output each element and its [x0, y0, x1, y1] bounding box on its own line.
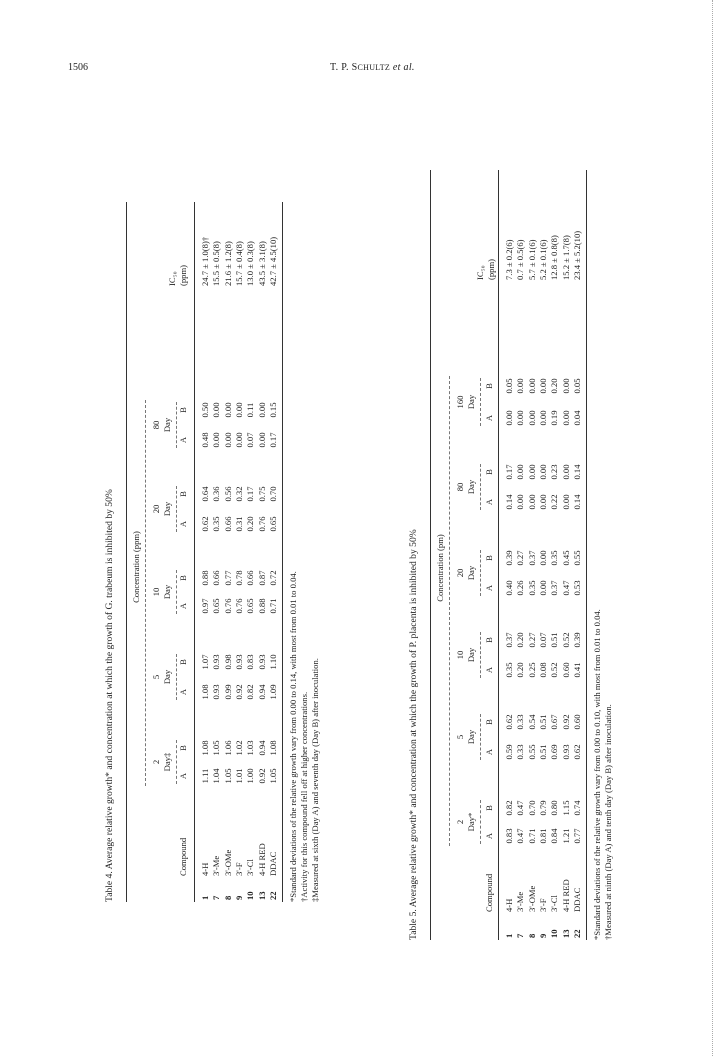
- day-subcolumn-header: B: [484, 637, 494, 643]
- growth-value: 1.05: [211, 740, 222, 756]
- compound-name: 4-H: [200, 862, 210, 876]
- footnote: †Measured at ninth (Day A) and tenth day (Day B) after inoculation.: [603, 704, 614, 940]
- growth-value: 0.88: [200, 570, 210, 586]
- ic50-value: 5.2 ± 0.1(6): [537, 239, 548, 280]
- growth-value: 0.32: [233, 486, 244, 502]
- growth-value: 1.08: [200, 740, 210, 756]
- growth-value: 0.60: [571, 714, 582, 730]
- ic50-value: 42.7 ± 4.5(10): [267, 236, 278, 286]
- growth-value: 0.92: [560, 714, 571, 730]
- growth-value: 0.65: [267, 516, 278, 532]
- table-title: Table 5. Average relative growth* and concentration at which the growth of P. placenta is inhibited by 50%: [408, 529, 419, 940]
- growth-value: 0.00: [515, 410, 526, 426]
- growth-value: 0.93: [560, 744, 571, 760]
- growth-value: 0.14: [571, 494, 582, 510]
- ic50-value: 43.5 ± 3.1(8): [256, 241, 267, 286]
- growth-value: 1.04: [211, 768, 222, 784]
- day-group-rule: [480, 464, 481, 510]
- growth-value: 0.00: [211, 402, 222, 418]
- growth-value: 0.64: [200, 486, 210, 502]
- growth-value: 0.00: [515, 494, 526, 510]
- growth-value: 0.71: [526, 828, 537, 844]
- footnote: ‡Measured at sixth (Day A) and seventh day (Day B) after inoculation.: [310, 658, 321, 902]
- growth-value: 0.00: [537, 550, 548, 566]
- growth-value: 0.88: [256, 598, 267, 614]
- compound-name: 4-H: [504, 898, 514, 912]
- day-subcolumn-header: A: [178, 520, 188, 528]
- day-group-rule: [176, 570, 177, 614]
- growth-value: 0.69: [549, 744, 560, 760]
- day-group-label: Day: [466, 394, 476, 410]
- growth-value: 0.47: [515, 828, 526, 844]
- compound-number: 1: [504, 933, 514, 938]
- ic50-value: 0.7 ± 0.5(6): [515, 239, 526, 280]
- table-title: Table 4. Average relative growth* and concentration at which the growth of G. trabeum is inhibited by 50%: [104, 489, 115, 902]
- growth-value: 0.17: [504, 464, 514, 480]
- table-4: [104, 202, 321, 902]
- growth-value: 0.37: [526, 550, 537, 566]
- growth-value: 0.41: [571, 662, 582, 678]
- day-subcolumn-header: A: [178, 688, 188, 696]
- growth-value: 0.92: [256, 768, 267, 784]
- ic50-value: 15.7 ± 0.4(8): [233, 241, 244, 286]
- header-rule: [498, 170, 499, 940]
- growth-value: 0.51: [537, 714, 548, 730]
- day-group-rule: [176, 654, 177, 700]
- growth-value: 0.84: [549, 828, 560, 844]
- compound-name: 3'-Cl: [549, 895, 560, 912]
- growth-value: 0.62: [200, 516, 210, 532]
- day-subcolumn-header: B: [484, 469, 494, 475]
- growth-value: 0.50: [200, 402, 210, 418]
- day-subcolumn-header: A: [484, 832, 494, 840]
- growth-value: 1.00: [245, 768, 256, 784]
- growth-value: 0.76: [256, 516, 267, 532]
- day-group-label: Day‡: [162, 752, 172, 772]
- ic50-value: 23.4 ± 5.2(10): [571, 230, 582, 280]
- growth-value: 0.11: [245, 402, 256, 418]
- day-subcolumn-header: A: [484, 584, 494, 592]
- compound-name: 3'-OMe: [222, 849, 233, 876]
- growth-value: 0.48: [200, 432, 210, 448]
- growth-value: 0.40: [504, 580, 514, 596]
- growth-value: 0.35: [504, 662, 514, 678]
- growth-value: 0.71: [267, 598, 278, 614]
- growth-value: 0.35: [549, 550, 560, 566]
- growth-value: 0.04: [571, 410, 582, 426]
- compound-name: 3'-Me: [515, 891, 526, 912]
- day-group-rule: [480, 714, 481, 760]
- growth-value: 0.37: [504, 632, 514, 648]
- growth-value: 0.56: [222, 486, 233, 502]
- growth-value: 0.07: [537, 632, 548, 648]
- growth-value: 0.87: [256, 570, 267, 586]
- compound-column-header: Compound: [178, 837, 188, 876]
- compound-name: 4-H RED: [256, 843, 267, 876]
- growth-value: 0.35: [211, 516, 222, 532]
- growth-value: 0.93: [211, 684, 222, 700]
- growth-value: 1.08: [200, 684, 210, 700]
- compound-name: 3'-F: [233, 862, 244, 876]
- growth-value: 0.00: [515, 378, 526, 394]
- day-group-rule: [480, 632, 481, 678]
- day-group-number: 5: [455, 734, 465, 740]
- growth-value: 0.62: [571, 744, 582, 760]
- growth-value: 0.00: [222, 432, 233, 448]
- ic50-value: 7.3 ± 0.2(6): [504, 239, 514, 280]
- day-group-number: 20: [455, 568, 465, 578]
- growth-value: 0.55: [526, 744, 537, 760]
- ic50-value: 15.2 ± 1.7(8): [560, 235, 571, 280]
- ic50-value: 5.7 ± 0.1(6): [526, 239, 537, 280]
- growth-value: 0.62: [504, 714, 514, 730]
- growth-value: 0.66: [222, 516, 233, 532]
- growth-value: 0.82: [245, 684, 256, 700]
- day-group-label: Day: [466, 729, 476, 745]
- compound-number: 8: [222, 895, 233, 900]
- growth-value: 0.31: [233, 516, 244, 532]
- day-group-label: Day*: [466, 812, 476, 832]
- compound-number: 22: [571, 929, 582, 938]
- day-group-label: Day: [466, 565, 476, 581]
- day-group-number: 10: [151, 587, 161, 597]
- bottom-rule: [282, 202, 283, 902]
- growth-value: 1.07: [200, 654, 210, 670]
- growth-value: 0.00: [504, 410, 514, 426]
- bottom-rule: [586, 170, 587, 940]
- growth-value: 0.77: [571, 828, 582, 844]
- growth-value: 0.55: [571, 550, 582, 566]
- day-subcolumn-header: A: [178, 602, 188, 610]
- day-subcolumn-header: B: [484, 555, 494, 561]
- growth-value: 1.10: [267, 654, 278, 670]
- concentration-header: Concentration (ppm): [131, 531, 141, 603]
- compound-number: 10: [245, 891, 256, 900]
- growth-value: 0.20: [549, 378, 560, 394]
- growth-value: 0.94: [256, 740, 267, 756]
- ic50-column-header: IC₅₀: [167, 271, 177, 286]
- growth-value: 0.39: [504, 550, 514, 566]
- compound-name: 3'-F: [537, 898, 548, 912]
- compound-number: 22: [267, 891, 278, 900]
- growth-value: 0.27: [515, 550, 526, 566]
- growth-value: 0.00: [256, 432, 267, 448]
- growth-value: 0.00: [560, 494, 571, 510]
- day-group-rule: [176, 486, 177, 532]
- growth-value: 0.05: [504, 378, 514, 394]
- ic50-value: 21.6 ± 1.2(8): [222, 241, 233, 286]
- growth-value: 1.05: [267, 768, 278, 784]
- day-subcolumn-header: B: [484, 383, 494, 389]
- day-group-rule: [176, 402, 177, 448]
- compound-number: 13: [560, 929, 571, 938]
- growth-value: 0.70: [526, 800, 537, 816]
- compound-name: 3'-Cl: [245, 859, 256, 876]
- growth-value: 0.00: [526, 410, 537, 426]
- growth-value: 0.05: [571, 378, 582, 394]
- growth-value: 0.93: [256, 654, 267, 670]
- day-group-number: 160: [455, 395, 465, 409]
- ic50-value: 12.8 ± 0.8(8): [549, 235, 560, 280]
- growth-value: 1.09: [267, 684, 278, 700]
- growth-value: 1.15: [560, 800, 571, 816]
- growth-value: 0.00: [537, 410, 548, 426]
- growth-value: 0.08: [537, 662, 548, 678]
- growth-value: 0.39: [571, 632, 582, 648]
- day-group-number: 80: [455, 482, 465, 492]
- growth-value: 0.59: [504, 744, 514, 760]
- growth-value: 0.00: [537, 378, 548, 394]
- growth-value: 0.65: [245, 598, 256, 614]
- growth-value: 0.83: [504, 828, 514, 844]
- growth-value: 1.06: [222, 740, 233, 756]
- compound-number: 8: [526, 933, 537, 938]
- growth-value: 0.53: [571, 580, 582, 596]
- day-group-number: 5: [151, 674, 161, 680]
- day-group-label: Day: [466, 647, 476, 663]
- growth-value: 0.00: [526, 464, 537, 480]
- growth-value: 0.00: [560, 378, 571, 394]
- growth-value: 0.93: [211, 654, 222, 670]
- growth-value: 0.20: [245, 516, 256, 532]
- growth-value: 0.07: [245, 432, 256, 448]
- growth-value: 1.03: [245, 740, 256, 756]
- growth-value: 0.15: [267, 402, 278, 418]
- day-group-number: 10: [455, 650, 465, 660]
- growth-value: 0.00: [526, 378, 537, 394]
- compound-number: 7: [515, 933, 526, 938]
- running-head-etal: et al.: [390, 62, 415, 73]
- growth-value: 0.97: [200, 598, 210, 614]
- day-group-label: Day: [466, 479, 476, 495]
- day-subcolumn-header: A: [484, 666, 494, 674]
- growth-value: 0.76: [222, 598, 233, 614]
- footnote: *Standard deviations of the relative growth vary from 0.00 to 0.14, with most from 0.01 to 0.04.: [288, 571, 299, 902]
- compound-name: DDAC: [571, 887, 582, 912]
- day-subcolumn-header: A: [484, 498, 494, 506]
- day-group-rule: [480, 550, 481, 596]
- compound-name: 3'-OMe: [526, 885, 537, 912]
- growth-value: 0.00: [515, 464, 526, 480]
- growth-value: 0.66: [245, 570, 256, 586]
- growth-value: 0.00: [233, 432, 244, 448]
- growth-value: 0.80: [549, 800, 560, 816]
- growth-value: 0.65: [211, 598, 222, 614]
- table-5: [408, 170, 616, 940]
- growth-value: 0.94: [256, 684, 267, 700]
- growth-value: 0.81: [537, 828, 548, 844]
- growth-value: 0.82: [504, 800, 514, 816]
- growth-value: 1.11: [200, 768, 210, 784]
- growth-value: 0.14: [504, 494, 514, 510]
- growth-value: 0.47: [515, 800, 526, 816]
- top-rule: [126, 202, 127, 902]
- growth-value: 0.00: [222, 402, 233, 418]
- growth-value: 0.00: [526, 494, 537, 510]
- day-subcolumn-header: B: [178, 407, 188, 413]
- growth-value: 0.45: [560, 550, 571, 566]
- running-head-initial: T. P. S: [330, 62, 358, 73]
- day-subcolumn-header: B: [484, 805, 494, 811]
- compound-name: 3'-Me: [211, 855, 222, 876]
- growth-value: 0.60: [560, 662, 571, 678]
- day-group-number: 20: [151, 504, 161, 514]
- growth-value: 1.08: [267, 740, 278, 756]
- day-group-label: Day: [162, 417, 172, 433]
- growth-value: 0.51: [549, 632, 560, 648]
- ic50-value: 24.7 ± 1.0(8)†: [200, 236, 210, 286]
- page-number: 1506: [68, 62, 88, 73]
- growth-value: 0.33: [515, 744, 526, 760]
- growth-value: 0.76: [233, 598, 244, 614]
- growth-value: 0.47: [560, 580, 571, 596]
- growth-value: 0.25: [526, 662, 537, 678]
- day-group-label: Day: [162, 669, 172, 685]
- growth-value: 0.19: [549, 410, 560, 426]
- ic50-value: 15.5 ± 0.5(8): [211, 241, 222, 286]
- day-subcolumn-header: B: [178, 745, 188, 751]
- growth-value: 0.20: [515, 632, 526, 648]
- growth-value: 1.02: [233, 740, 244, 756]
- growth-value: 0.83: [245, 654, 256, 670]
- day-group-number: 80: [151, 420, 161, 430]
- day-subcolumn-header: B: [484, 719, 494, 725]
- growth-value: 0.79: [537, 800, 548, 816]
- growth-value: 0.52: [560, 632, 571, 648]
- ic50-unit-header: (ppm): [486, 258, 496, 280]
- growth-value: 0.33: [515, 714, 526, 730]
- day-subcolumn-header: B: [178, 575, 188, 581]
- concentration-rule: [449, 376, 450, 846]
- compound-name: 4-H RED: [560, 879, 571, 912]
- growth-value: 0.00: [560, 410, 571, 426]
- compound-number: 13: [256, 891, 267, 900]
- scan-edge-dotted-line: [712, 0, 714, 1056]
- growth-value: 1.05: [222, 768, 233, 784]
- growth-value: 0.92: [233, 684, 244, 700]
- growth-value: 0.66: [211, 570, 222, 586]
- growth-value: 0.00: [537, 580, 548, 596]
- growth-value: 0.22: [549, 494, 560, 510]
- growth-value: 0.26: [515, 580, 526, 596]
- growth-value: 1.01: [233, 768, 244, 784]
- day-subcolumn-header: A: [178, 436, 188, 444]
- ic50-value: 13.0 ± 0.3(8): [245, 241, 256, 286]
- growth-value: 0.17: [267, 432, 278, 448]
- concentration-rule: [145, 400, 146, 786]
- day-group-rule: [480, 378, 481, 426]
- growth-value: 0.74: [571, 800, 582, 816]
- ic50-unit-header: (ppm): [178, 264, 188, 286]
- growth-value: 0.23: [549, 464, 560, 480]
- growth-value: 0.54: [526, 714, 537, 730]
- growth-value: 0.77: [222, 570, 233, 586]
- growth-value: 0.67: [549, 714, 560, 730]
- running-head-smallcaps: CHULTZ: [357, 63, 391, 72]
- growth-value: 0.00: [560, 464, 571, 480]
- growth-value: 0.36: [211, 486, 222, 502]
- ic50-column-header: IC₅₀: [475, 265, 485, 280]
- day-subcolumn-header: B: [178, 491, 188, 497]
- growth-value: 0.20: [515, 662, 526, 678]
- compound-name: DDAC: [267, 851, 278, 876]
- footnote: †Activity for this compound fell off at higher concentrations.: [299, 691, 310, 902]
- growth-value: 0.37: [549, 580, 560, 596]
- growth-value: 0.17: [245, 486, 256, 502]
- growth-value: 0.93: [233, 654, 244, 670]
- day-group-rule: [480, 800, 481, 844]
- growth-value: 0.78: [233, 570, 244, 586]
- compound-number: 9: [537, 933, 548, 938]
- growth-value: 0.99: [222, 684, 233, 700]
- day-group-label: Day: [162, 584, 172, 600]
- compound-number: 1: [200, 895, 210, 900]
- day-subcolumn-header: B: [178, 659, 188, 665]
- growth-value: 0.75: [256, 486, 267, 502]
- concentration-header: Concentration (pm): [435, 534, 445, 602]
- growth-value: 0.00: [233, 402, 244, 418]
- growth-value: 0.14: [571, 464, 582, 480]
- growth-value: 0.00: [537, 494, 548, 510]
- growth-value: 0.00: [256, 402, 267, 418]
- day-subcolumn-header: A: [178, 772, 188, 780]
- compound-number: 10: [549, 929, 560, 938]
- growth-value: 0.35: [526, 580, 537, 596]
- compound-number: 9: [233, 895, 244, 900]
- day-group-number: 2: [455, 819, 465, 825]
- running-head: [330, 62, 415, 73]
- header-rule: [194, 202, 195, 902]
- day-group-rule: [176, 740, 177, 784]
- day-subcolumn-header: A: [484, 414, 494, 422]
- compound-number: 7: [211, 895, 222, 900]
- day-group-number: 2: [151, 759, 161, 765]
- growth-value: 0.72: [267, 570, 278, 586]
- growth-value: 1.21: [560, 828, 571, 844]
- day-subcolumn-header: A: [484, 748, 494, 756]
- growth-value: 0.52: [549, 662, 560, 678]
- growth-value: 0.51: [537, 744, 548, 760]
- growth-value: 0.00: [211, 432, 222, 448]
- growth-value: 0.70: [267, 486, 278, 502]
- growth-value: 0.98: [222, 654, 233, 670]
- compound-column-header: Compound: [484, 873, 494, 912]
- top-rule: [430, 170, 431, 940]
- day-group-label: Day: [162, 501, 172, 517]
- growth-value: 0.00: [537, 464, 548, 480]
- footnote: *Standard deviations of the relative growth vary from 0.00 to 0.10, with most from 0.01 to 0.04.: [592, 609, 603, 940]
- growth-value: 0.27: [526, 632, 537, 648]
